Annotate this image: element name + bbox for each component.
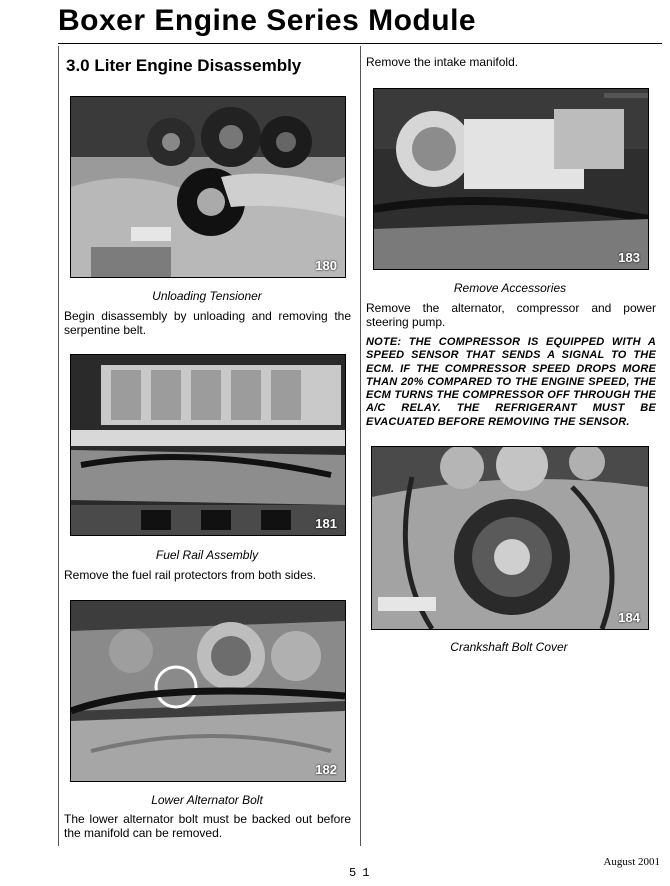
figure-number: 181	[315, 516, 337, 531]
body-text: Remove the fuel rail protectors from both sides.	[64, 568, 317, 582]
body-text: Begin disassembly by unloading and removing the serpentine belt.	[64, 309, 351, 337]
page-title: Boxer Engine Series Module	[58, 4, 477, 37]
body-text: Remove the intake manifold.	[366, 55, 519, 69]
photo-crankshaft-bolt-cover	[371, 446, 649, 630]
page-number: 51	[349, 866, 376, 880]
photo-fuel-rail-assembly	[70, 354, 346, 536]
photo-unloading-tensioner	[70, 96, 346, 278]
figure-caption: Unloading Tensioner	[152, 289, 262, 303]
figure-number: 184	[618, 610, 640, 625]
left-column-rule	[58, 46, 59, 846]
figure-caption: Remove Accessories	[453, 281, 567, 295]
body-text: The lower alternator bolt must be backed out before the manifold can be removed.	[64, 812, 351, 840]
figure-caption: Lower Alternator Bolt	[151, 793, 263, 807]
note-text: NOTE: THE COMPRESSOR IS EQUIPPED WITH A SPEED SENSOR THAT SENDS A SIGNAL TO THE ECM. IF THE COMPRESSOR SPEED DROPS MORE THAN 20% COMPARED TO THE ENGINE SPEED, THE ECM TURNS THE COMPRESSOR OFF THROUGH THE A/C RELAY. THE REFRIGERANT MUST BE EVACUATED BEFORE REMOVING THE SENSOR.	[366, 336, 656, 428]
figure-caption: Crankshaft Bolt Cover	[450, 640, 568, 654]
figure-number: 180	[315, 258, 337, 273]
photo-lower-alternator-bolt	[70, 600, 346, 782]
header-rule	[58, 43, 662, 44]
section-heading: 3.0 Liter Engine Disassembly	[66, 56, 302, 75]
photo-remove-accessories	[373, 88, 649, 270]
figure-caption: Fuel Rail Assembly	[155, 548, 259, 562]
column-divider	[360, 46, 361, 846]
figure-number: 183	[618, 250, 640, 265]
body-text: Remove the alternator, compressor and power steering pump.	[366, 301, 656, 329]
figure-number: 182	[315, 762, 337, 777]
footer-date: August 2001	[603, 856, 660, 868]
